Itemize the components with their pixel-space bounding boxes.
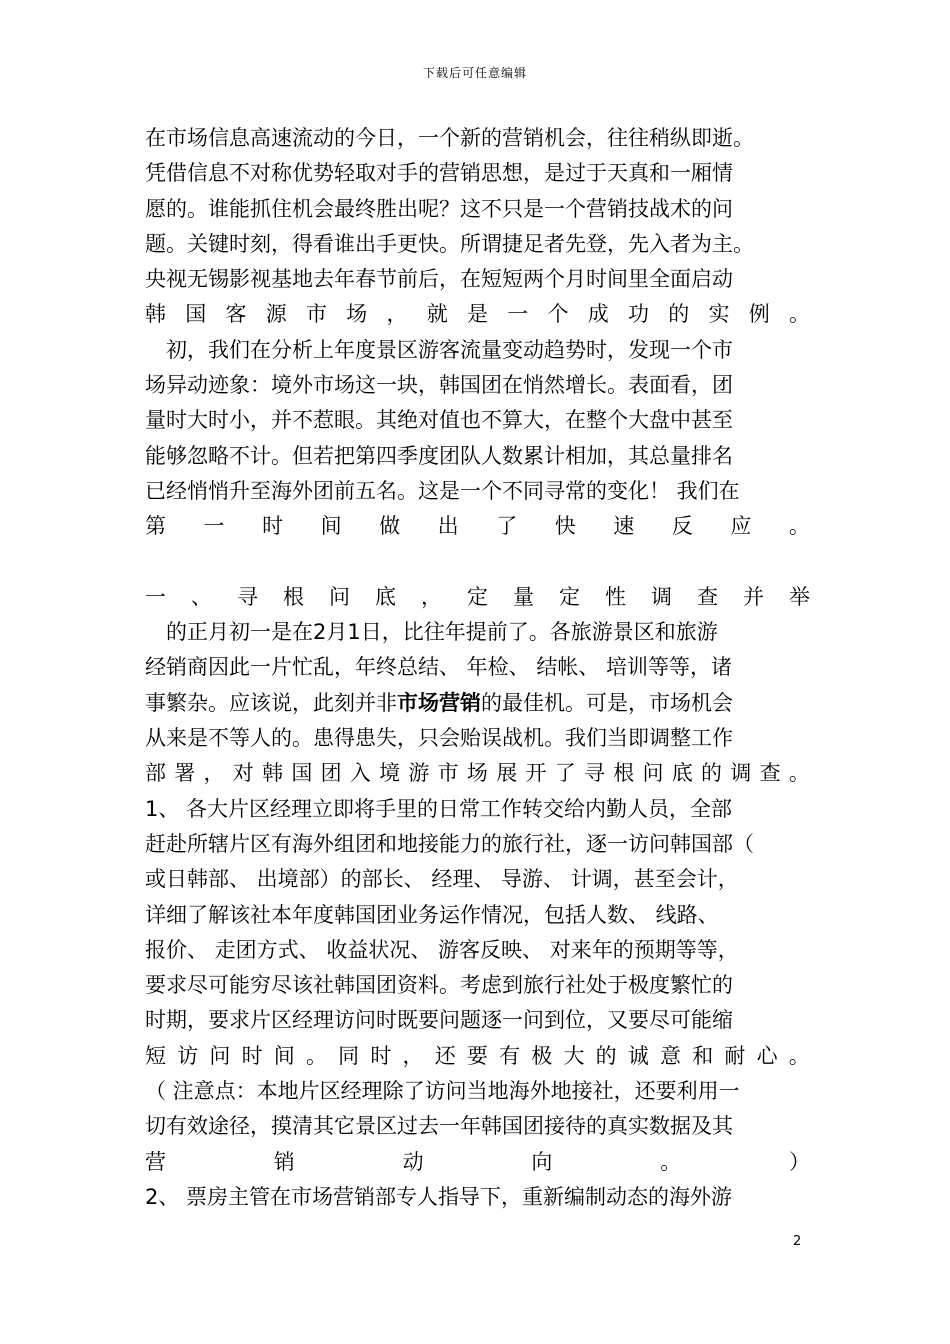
paragraph-line: 详细了解该社本年度韩国团业务运作情况，包括人数、 线路、 [145,902,719,927]
note-line: 切有效途径，摸清其它景区过去一年韩国团接待的真实数据及其 [145,1114,733,1139]
line-char: 问 [209,1043,231,1068]
line-char: 同 [338,1043,360,1068]
line-char: 定 [559,584,580,609]
line-char: 了 [496,514,518,539]
line-char: 速 [613,514,635,539]
line-char: 间 [320,514,342,539]
line-char: 定 [467,584,488,609]
line-char: 成 [587,302,609,327]
line-char: 。 [789,302,810,327]
paragraph-line: 凭借信息不对称优势轻取对手的营销思想，是过于天真和一厢情 [145,161,733,186]
line-char: 场 [346,302,368,327]
line-char: 境 [379,761,401,786]
line-char: ， [386,302,408,327]
paragraph-line: 报价、 走团方式、 收益状况、 游客反映、 对来年的预期等等， [145,937,739,962]
line-char: 韩 [145,302,166,327]
line-char: 就 [426,302,448,327]
line-char: 场 [466,761,488,786]
line-char: 量 [513,584,534,609]
line-char: 应 [730,514,752,539]
paragraph-line: 已经悄悄升至海外团前五名。这是一个不同寻常的变化！ 我们在 [145,478,740,503]
line-char: 的 [595,1043,617,1068]
line-char: 的 [668,302,690,327]
paragraph-line: 初，我们在分析上年度景区游客流量变动趋势时，发现一个市 [145,337,733,362]
line-char: 对 [232,761,254,786]
line-char: 入 [349,761,371,786]
paragraph-line: 或日韩部、 出境部）的部长、 经理、 导游、 计调，甚至会计， [145,867,739,892]
line-char: 出 [437,514,459,539]
line-char: 国 [291,761,313,786]
paragraph-line: 赶赴所辖片区有海外组团和地接能力的旅行社，逐一访问韩国部（ [145,831,754,856]
line-char: 意 [660,1043,681,1068]
paragraph-line: 央视无锡影视基地去年春节前后，在短短两个月时间里全面启动 [145,267,733,292]
page-number: 2 [793,1234,802,1249]
line-char: 销 [273,1149,295,1174]
line-char: 韩 [262,761,284,786]
line-char: 个 [547,302,569,327]
paragraph-line: 时期，要求片区经理访问时既要问题逐一问到位，又要尽可能缩 [145,1008,733,1033]
paragraph-line [145,297,810,332]
line-char: ， [203,761,225,786]
line-char: 开 [525,761,547,786]
line-char: 寻 [237,584,258,609]
bold-term: 市场营销 [397,690,481,715]
line-char: 做 [379,514,401,539]
line-char: 底 [375,584,396,609]
line-char: 反 [671,514,693,539]
line-char: 市 [437,761,459,786]
line-char: 一 [507,302,529,327]
paragraph-line: 愿的。谁能抓住机会最终胜出呢？这不只是一个营销技战术的问 [145,196,733,221]
line-char: 访 [177,1043,199,1068]
line-char: ， [421,584,442,609]
line-char: 团 [320,761,342,786]
blank-line [145,545,810,580]
line-char: 是 [467,302,488,327]
line-char: 诚 [627,1043,649,1068]
line-char: 署 [174,761,196,786]
line-char: 。 [788,1043,810,1068]
line-char: 实 [708,302,730,327]
list-item-line: 1、 各大片区经理立即将手里的日常工作转交给内勤人员，全部 [145,796,733,821]
paragraph-line [145,509,810,544]
line-char: 有 [499,1043,521,1068]
line-char: 问 [329,584,350,609]
line-char: 调 [730,761,752,786]
paragraph-line: 从来是不等人的。患得患失，只会贻误战机。我们当即调整工作 [145,726,733,751]
line-char: 一 [145,584,166,609]
line-char: 调 [651,584,672,609]
line-char: 向 [531,1149,553,1174]
line-char: 游 [408,761,430,786]
paragraph-line: 的正月初一是在2月1日，比往年提前了。各旅游景区和旅游 [145,620,718,645]
line-char: 举 [789,584,810,609]
paragraph-line: 题。关键时刻，得看谁出手更快。所谓捷足者先登，先入者为主。 [145,231,754,256]
line-char: 要 [466,1043,488,1068]
paragraph-line [145,1039,810,1074]
line-char: 耐 [724,1043,746,1068]
paragraph-line [145,756,810,791]
document-body [145,121,810,1215]
paragraph-line: 在市场信息高速流动的今日，一个新的营销机会，往往稍纵即逝。 [145,126,754,150]
line-char: 间 [273,1043,295,1068]
line-char: 展 [496,761,518,786]
paragraph-line: 要求尽可能穷尽该社韩国团资料。考虑到旅行社处于极度繁忙的 [145,973,733,998]
line-char: 的 [701,761,723,786]
line-char: 根 [613,761,635,786]
note-line [145,1145,810,1180]
header-note: 下载后可任意编辑 [422,66,527,80]
line-char: ， [402,1043,424,1068]
line-char: 底 [671,761,693,786]
list-item-line: 2、 票房主管在市场营销部专人指导下，重新编制动态的海外游 [145,1184,733,1209]
line-char: 根 [283,584,304,609]
note-line: （ 注意点：本地片区经理除了访问当地海外地接社，还要利用一 [145,1079,740,1104]
line-char: 一 [203,514,225,539]
line-char: 极 [531,1043,553,1068]
paragraph-line: 事繁杂。应该说，此刻并非市场营销的最佳机。可是，市场机会 [145,690,733,715]
line-char: 源 [265,302,287,327]
line-char: 。 [788,514,810,539]
section-heading [145,580,810,615]
line-char: 第 [145,514,166,539]
line-char: 心 [756,1043,778,1068]
line-char: 快 [554,514,576,539]
line-char: 查 [759,761,781,786]
paragraph-line: 量时大时小，并不惹眼。其绝对值也不算大，在整个大盘中甚至 [145,408,733,433]
line-char: 国 [185,302,207,327]
line-char: 客 [225,302,247,327]
line-char: 时 [262,514,284,539]
line-char: 还 [434,1043,456,1068]
line-char: 了 [554,761,576,786]
line-char: 。 [305,1043,327,1068]
line-char: 部 [145,761,166,786]
line-char: 时 [370,1043,392,1068]
paragraph-line: 能够忽略不计。但若把第四季度团队人数累计相加，其总量排名 [145,443,733,468]
line-char: 、 [191,584,212,609]
line-char: 市 [306,302,327,327]
line-char: 并 [743,584,764,609]
line-char: 查 [697,584,718,609]
line-char: 短 [145,1043,166,1068]
line-char: 时 [241,1043,263,1068]
line-char: 例 [748,302,770,327]
line-char: 性 [605,584,626,609]
line-char: 问 [642,761,664,786]
paragraph-line: 经销商因此一片忙乱，年终总结、 年检、 结帐、 培训等等，诸 [145,655,733,680]
paragraph-line: 场异动迹象：境外市场这一块，韩国团在悄然增长。表面看，团 [145,373,733,398]
line-char: 大 [563,1043,585,1068]
line-char: 寻 [583,761,605,786]
line-char: 营 [145,1149,166,1174]
line-char: 。 [788,761,810,786]
line-char: 和 [692,1043,714,1068]
line-char: 动 [402,1149,424,1174]
line-char: 功 [628,302,649,327]
line-char: 。 [660,1149,682,1174]
line-char: ） [788,1149,810,1174]
